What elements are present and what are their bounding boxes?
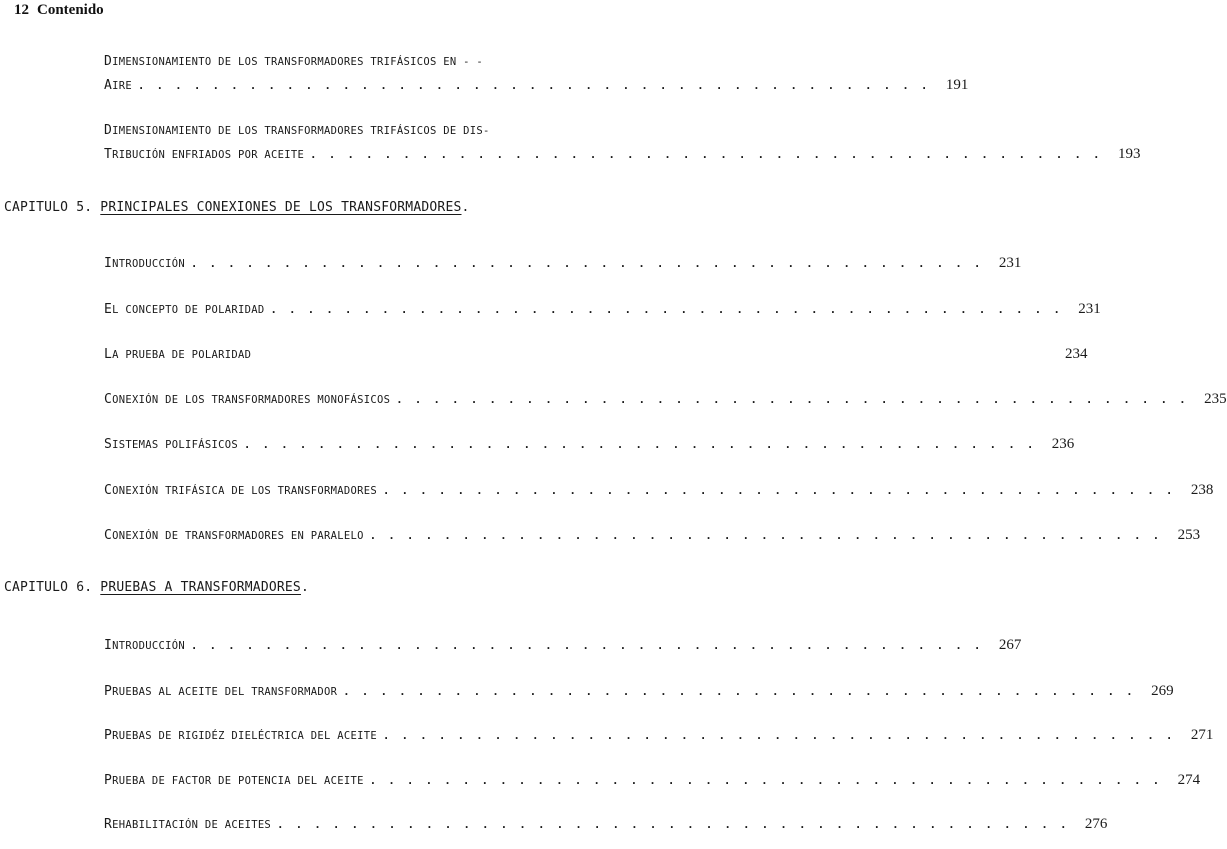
toc-entry-page: 236 <box>1051 436 1075 452</box>
toc-entry <box>104 683 1174 700</box>
toc-entry <box>104 727 1214 744</box>
page-number: 12 <box>14 2 29 18</box>
toc-entry <box>104 123 1141 163</box>
toc-entry-title-line2: TRIBUCIÓN ENFRIADOS POR ACEITE <box>104 147 305 162</box>
toc-entry <box>104 301 1101 318</box>
leader-dots: . . . . . . . . . . . . . . . . . . . . . . . . . . . . . . . . . . . . . . . . . . . <box>138 80 931 92</box>
leader-dots: . . . . . . . . . . . . . . . . . . . . . . . . . . . . . . . . . . . . . . . . . . . <box>369 775 1163 787</box>
leader-dots: . . . . . . . . . . . . . . . . . . . . . . . . . . . . . . . . . . . . . . . . . . . <box>270 304 1063 316</box>
toc-entry-title: PRUEBAS DE RIGIDÉZ DIELÉCTRICA DEL ACEITE <box>104 728 378 743</box>
toc-entry <box>104 436 1075 453</box>
toc-entry-page: 235 <box>1204 391 1227 407</box>
toc-entry-page: 231 <box>998 255 1022 271</box>
toc-entry-page: 234 <box>1065 346 1088 362</box>
chapter-label: CAPITULO 6. <box>4 580 93 595</box>
chapter-title: PRUEBAS A TRANSFORMADORES <box>100 580 301 595</box>
toc-entry-page: 274 <box>1177 772 1201 788</box>
toc-entry-title: SISTEMAS POLIFÁSICOS <box>104 437 238 452</box>
toc-entry-title-line1: DIMENSIONAMIENTO DE LOS TRANSFORMADORES TRIFÁSICOS EN - - <box>104 54 483 69</box>
toc-entry-page: 191 <box>945 77 969 93</box>
toc-entry-title: CONEXIÓN DE LOS TRANSFORMADORES MONOFÁSICOS <box>104 392 391 407</box>
header-title: Contenido <box>37 2 104 18</box>
toc-entry <box>104 527 1201 544</box>
leader-dots: . . . . . . . . . . . . . . . . . . . . . . . . . . . . . . . . . . . . . . . . . . . <box>310 149 1103 161</box>
leader-dots: . . . . . . . . . . . . . . . . . . . . . . . . . . . . . . . . . . . . . . . . . . . <box>369 530 1163 542</box>
toc-entry-title: LA PRUEBA DE POLARIDAD <box>104 347 252 362</box>
toc-entry <box>104 637 1022 654</box>
page-header <box>14 2 104 19</box>
leader-dots: . . . . . . . . . . . . . . . . . . . . . . . . . . . . . . . . . . . . . . . . . . . <box>383 485 1176 497</box>
toc-entry-page: 253 <box>1177 527 1201 543</box>
toc-entry <box>104 391 1227 408</box>
toc-entry-page: 271 <box>1190 727 1214 743</box>
toc-entry-title: CONEXIÓN DE TRANSFORMADORES EN PARALELO <box>104 528 364 543</box>
chapter-heading-6 <box>4 580 309 595</box>
leader-dots: . . . . . . . . . . . . . . . . . . . . . . . . . . . . . . . . . . . . . . . . . . . <box>343 686 1136 698</box>
leader-dots: . . . . . . . . . . . . . . . . . . . . . . . . . . . . . . . . . . . . . . . . . . . <box>277 819 1070 831</box>
toc-entry-title: CONEXIÓN TRIFÁSICA DE LOS TRANSFORMADORES <box>104 483 378 498</box>
leader-dots: . . . . . . . . . . . . . . . . . . . . . . . . . . . . . . . . . . . . . . . . . . . <box>396 394 1189 406</box>
chapter-label: CAPITULO 5. <box>4 200 93 215</box>
toc-entry-title: INTRODUCCIÓN <box>104 638 185 653</box>
toc-entry <box>104 482 1214 499</box>
chapter-heading-5 <box>4 200 470 215</box>
toc-entry-title: PRUEBA DE FACTOR DE POTENCIA DEL ACEITE <box>104 773 364 788</box>
toc-entry-page: 269 <box>1151 683 1174 699</box>
leader-dots: . . . . . . . . . . . . . . . . . . . . . . . . . . . . . . . . . . . . . . . . . . . <box>190 640 984 652</box>
leader-dots: . . . . . . . . . . . . . . . . . . . . . . . . . . . . . . . . . . . . . . . . . . . <box>383 730 1176 742</box>
toc-entry <box>104 772 1201 789</box>
toc-entry <box>104 816 1108 833</box>
chapter-title: PRINCIPALES CONEXIONES DE LOS TRANSFORMADORES <box>100 200 462 215</box>
leader-dots: . . . . . . . . . . . . . . . . . . . . . . . . . . . . . . . . . . . . . . . . . . . <box>243 439 1037 451</box>
toc-entry-title-line2: AIRE <box>104 78 133 93</box>
toc-entry-page: 267 <box>998 637 1022 653</box>
chapter-title-period: . <box>300 580 309 595</box>
toc-entry-page: 193 <box>1118 146 1141 162</box>
toc-entry-title: PRUEBAS AL ACEITE DEL TRANSFORMADOR <box>104 684 338 699</box>
chapter-title-period: . <box>461 200 470 215</box>
toc-entry-title: INTRODUCCIÓN <box>104 256 185 271</box>
leader-dots: . . . . . . . . . . . . . . . . . . . . . . . . . . . . . . . . . . . . . . . . . . . <box>190 258 984 270</box>
toc-entry-title: EL CONCEPTO DE POLARIDAD <box>104 302 265 317</box>
toc-entry <box>104 54 969 94</box>
toc-entry-title-line1: DIMENSIONAMIENTO DE LOS TRANSFORMADORES TRIFÁSICOS DE DIS- <box>104 123 490 138</box>
toc-entry-page: 231 <box>1078 301 1101 317</box>
toc-entry-page: 238 <box>1190 482 1214 498</box>
toc-entry <box>104 255 1022 272</box>
toc-entry <box>104 346 1088 363</box>
toc-entry-title: REHABILITACIÓN DE ACEITES <box>104 817 272 832</box>
toc-entry-page: 276 <box>1084 816 1108 832</box>
